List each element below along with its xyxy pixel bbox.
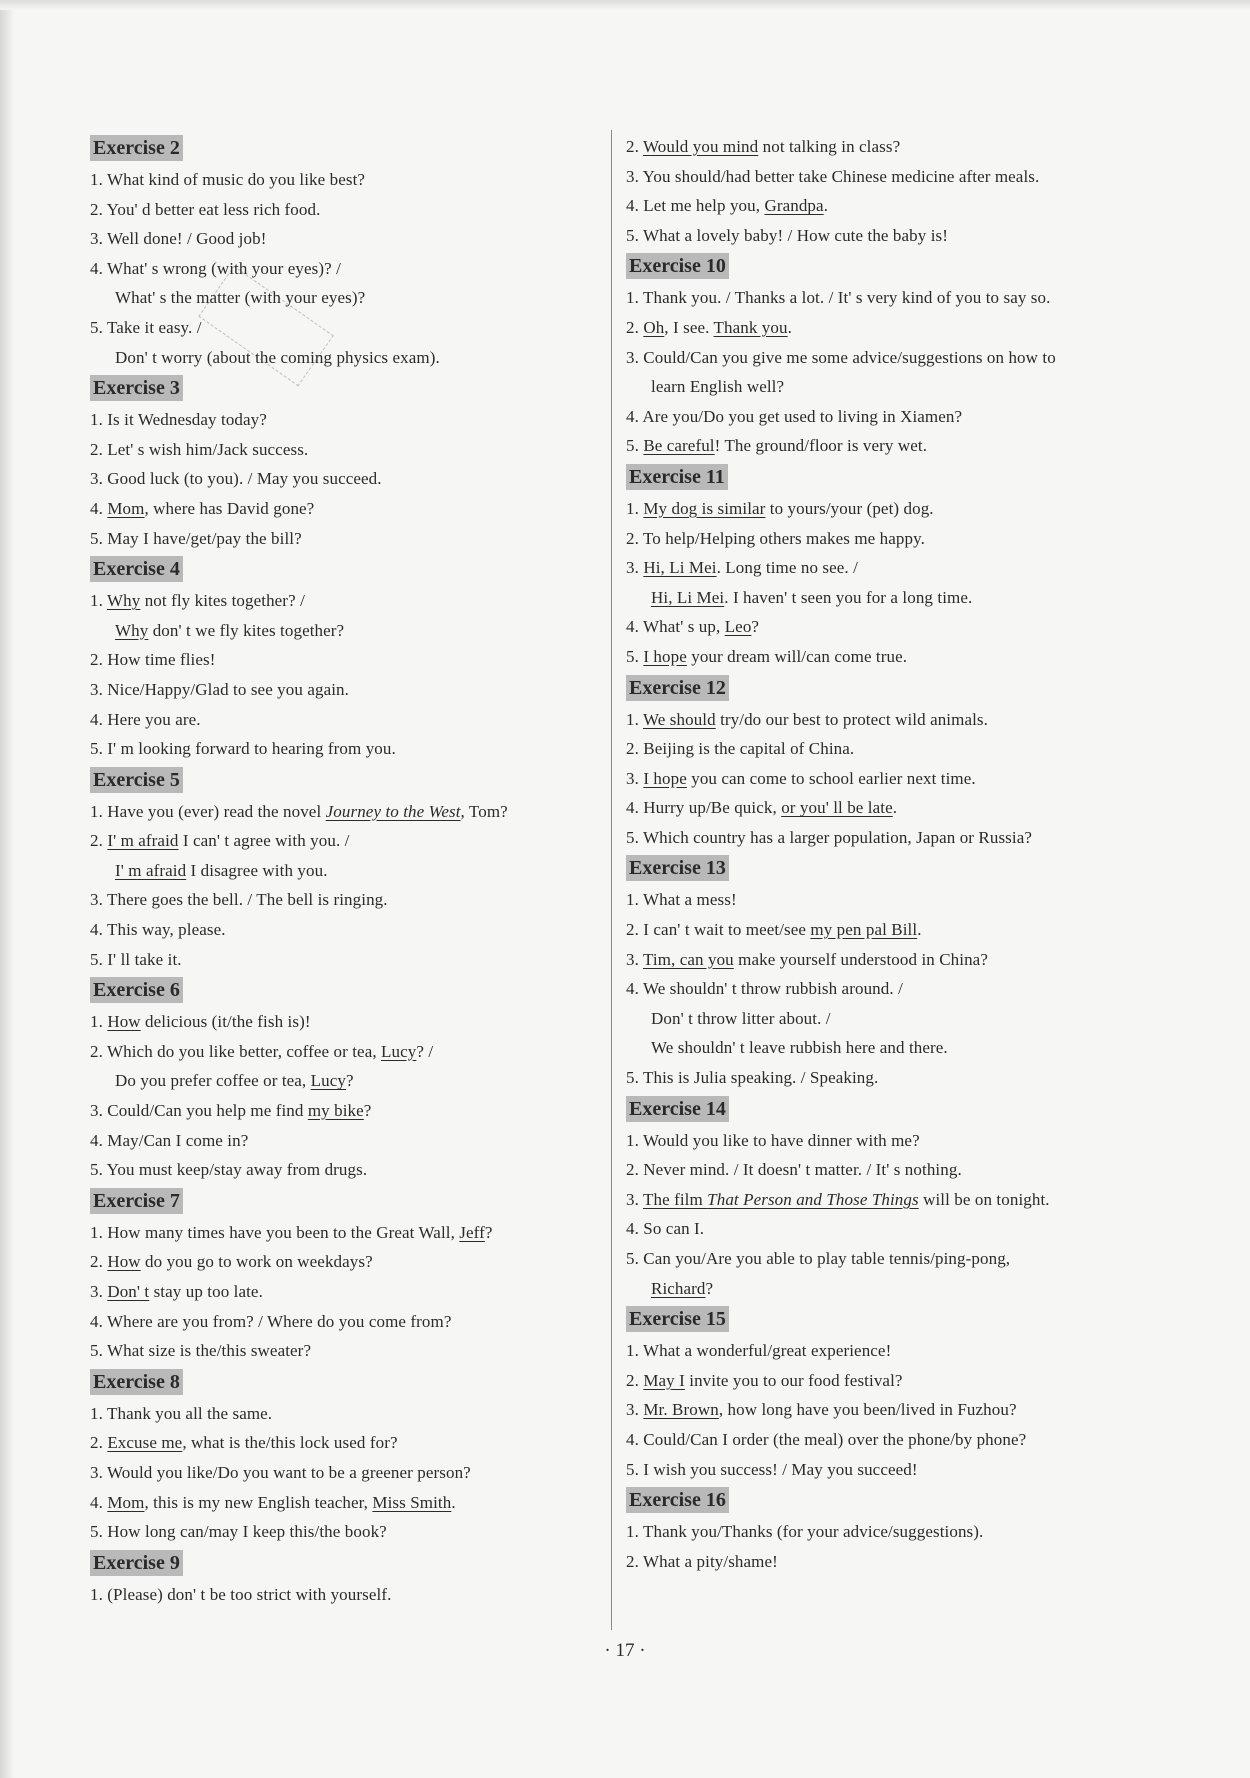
answer-line xyxy=(90,616,590,646)
answer-line xyxy=(90,224,590,254)
answer-line xyxy=(626,1547,1126,1577)
answer-line xyxy=(626,1185,1126,1215)
answer-text: 2. xyxy=(90,1252,108,1272)
answer-line xyxy=(90,1307,590,1337)
exercise-section xyxy=(626,1484,1126,1576)
answer-line xyxy=(626,1336,1126,1366)
answer-line xyxy=(90,1218,590,1248)
exercise-section xyxy=(90,132,590,372)
answer-line xyxy=(90,734,590,764)
answer-text: . I haven' t seen you for a long time. xyxy=(724,587,973,607)
answer-text: . xyxy=(892,798,898,818)
answer-text: will be on tonight. xyxy=(918,1189,1050,1209)
answer-text: I can' t agree with you. / xyxy=(178,831,350,851)
underlined-text: I' m afraid xyxy=(107,831,179,851)
answer-text: . Long time no see. / xyxy=(716,558,858,578)
underlined-text: Be careful xyxy=(643,436,715,456)
exercise-heading: Exercise 13 xyxy=(626,855,729,881)
answer-line xyxy=(626,221,1126,251)
answer-line xyxy=(626,494,1126,524)
answer-text: don' t we fly kites together? xyxy=(148,620,345,640)
answer-line xyxy=(626,524,1126,554)
underlined-text: my pen pal Bill xyxy=(810,920,918,940)
answer-text: 4. Where are you from? / Where do you come from? xyxy=(90,1311,452,1331)
answer-text: 1. What kind of music do you like best? xyxy=(90,170,366,189)
answer-text: ? xyxy=(345,1071,354,1091)
underlined-text: my bike xyxy=(307,1101,364,1121)
answer-text: 1. xyxy=(90,591,107,611)
answer-line xyxy=(626,1033,1126,1063)
answer-line xyxy=(90,945,590,975)
answer-text: 5. This is Julia speaking. / Speaking. xyxy=(626,1068,879,1088)
answer-line xyxy=(626,1214,1126,1244)
answer-line xyxy=(626,1004,1126,1034)
answer-line xyxy=(626,1366,1126,1396)
answer-text: do you go to work on weekdays? xyxy=(140,1252,373,1272)
answer-line xyxy=(626,191,1126,221)
answer-text: . xyxy=(787,317,792,337)
exercise-section xyxy=(90,553,590,764)
answer-line xyxy=(626,1425,1126,1455)
answer-line xyxy=(90,1336,590,1366)
answer-line xyxy=(626,885,1126,915)
answer-text: 5. I wish you success! / May you succeed! xyxy=(626,1459,918,1479)
answer-text: 2. xyxy=(626,317,644,337)
underlined-text: Leo xyxy=(724,617,752,637)
exercise-heading: Exercise 14 xyxy=(626,1096,729,1122)
exercise-heading: Exercise 4 xyxy=(90,556,183,582)
answer-text: 1. Thank you. / Thanks a lot. / It' s very kind of you to say so. xyxy=(626,288,1051,308)
answer-text: to yours/your (pet) dog. xyxy=(765,498,934,518)
answer-text: 1. How many times have you been to the Great Wall, xyxy=(90,1222,460,1242)
exercise-section xyxy=(90,1366,590,1547)
answer-text: 3. Could/Can you help me find xyxy=(90,1101,308,1121)
answer-line xyxy=(90,675,590,705)
answer-text: What' s the matter (with your eyes)? xyxy=(115,288,366,308)
answer-line xyxy=(90,524,590,554)
answer-text: 5. What size is the/this sweater? xyxy=(90,1341,312,1361)
answer-text: 4. xyxy=(90,498,108,518)
answer-line xyxy=(90,195,590,225)
answer-line xyxy=(626,1244,1126,1274)
answer-text: , where has David gone? xyxy=(144,498,315,518)
answer-text: , Tom? xyxy=(460,801,508,821)
answer-text: ? xyxy=(751,617,760,637)
answer-text: 3. Nice/Happy/Glad to see you again. xyxy=(90,679,349,699)
answer-line xyxy=(626,402,1126,432)
underlined-text: We should xyxy=(643,709,716,729)
answer-text: 3. Good luck (to you). / May you succeed. xyxy=(90,469,382,489)
answer-text: learn English well? xyxy=(651,377,785,397)
left-column xyxy=(90,132,590,1609)
answer-line xyxy=(626,974,1126,1004)
answer-line xyxy=(90,1277,590,1307)
answer-text: 4. May/Can I come in? xyxy=(90,1130,249,1150)
right-column xyxy=(626,132,1126,1576)
underlined-text: Hi, Li Mei xyxy=(651,587,725,607)
underlined-text: Mr. Brown xyxy=(643,1400,719,1420)
answer-text: 1. xyxy=(626,709,643,729)
answer-text: 2. What a pity/shame! xyxy=(626,1551,778,1571)
answer-line xyxy=(626,705,1126,735)
underlined-text: or you' ll be late xyxy=(781,798,893,818)
answer-text: 5. May I have/get/pay the bill? xyxy=(90,528,302,548)
underlined-text: Grandpa xyxy=(764,196,824,216)
underlined-text: Mom xyxy=(107,1492,145,1512)
answer-line xyxy=(90,645,590,675)
exercise-section xyxy=(626,461,1126,672)
answer-text: , how long have you been/lived in Fuzhou? xyxy=(718,1400,1017,1420)
answer-text: stay up too late. xyxy=(149,1282,263,1301)
exercise-heading: Exercise 7 xyxy=(90,1188,183,1214)
answer-text: 3. xyxy=(626,1189,643,1209)
answer-line xyxy=(90,586,590,616)
underlined-text: Don' t xyxy=(107,1282,150,1301)
answer-text: try/do our best to protect wild animals. xyxy=(715,709,988,729)
answer-text: 1. (Please) don' t be too strict with yourself. xyxy=(90,1584,392,1604)
answer-text: 5. Can you/Are you able to play table tennis/ping-pong, xyxy=(626,1249,1011,1268)
answer-text: 3. Could/Can you give me some advice/suggestions on how to xyxy=(626,347,1056,367)
answer-text: 2. You' d better eat less rich food. xyxy=(90,199,321,219)
answer-line xyxy=(90,1126,590,1156)
answer-line xyxy=(626,343,1126,373)
answer-text: Do you prefer coffee or tea, xyxy=(115,1071,311,1091)
answer-text: 3. xyxy=(626,558,644,578)
answer-text: you can come to school earlier next time. xyxy=(686,768,976,788)
answer-text: 4. What' s up, xyxy=(626,617,725,637)
answer-text: 2. xyxy=(90,1433,108,1453)
answer-text: 3. There goes the bell. / The bell is ringing. xyxy=(90,890,388,910)
answer-text: I disagree with you. xyxy=(186,860,328,880)
answer-line xyxy=(90,885,590,915)
answer-text: ! The ground/floor is very wet. xyxy=(714,436,928,456)
answer-line xyxy=(626,553,1126,583)
underlined-text: Mom xyxy=(107,498,145,518)
answer-text: 4. We shouldn' t throw rubbish around. / xyxy=(626,979,903,999)
underlined-text: Thank you xyxy=(713,317,788,337)
answer-line xyxy=(626,612,1126,642)
exercise-heading: Exercise 16 xyxy=(626,1487,729,1513)
answer-text: , this is my new English teacher, xyxy=(144,1492,373,1512)
answer-text: 1. What a mess! xyxy=(626,890,737,910)
underlined-text: Excuse me xyxy=(107,1433,183,1453)
answer-text: 3. Would you like/Do you want to be a greener person? xyxy=(90,1462,471,1482)
underlined-text: The film xyxy=(643,1189,708,1209)
answer-text: 2. I can' t wait to meet/see xyxy=(626,920,811,940)
answer-text: 4. Could/Can I order (the meal) over the phone/by phone? xyxy=(626,1429,1027,1449)
answer-line xyxy=(90,494,590,524)
exercise-heading: Exercise 15 xyxy=(626,1306,729,1332)
exercise-heading: Exercise 2 xyxy=(90,135,183,161)
answer-text: 1. xyxy=(626,498,644,518)
answer-text: 2. Let' s wish him/Jack success. xyxy=(90,439,309,459)
answer-line xyxy=(626,1395,1126,1425)
answer-text: 4. Here you are. xyxy=(90,709,201,729)
exercise-section xyxy=(626,250,1126,461)
underlined-text: Lucy xyxy=(310,1071,346,1091)
answer-text: Don' t throw litter about. / xyxy=(651,1008,831,1028)
answer-text: 3. Well done! / Good job! xyxy=(90,229,267,249)
underlined-text: Journey to the West xyxy=(325,801,461,821)
answer-text: We shouldn' t leave rubbish here and there. xyxy=(651,1038,948,1058)
answer-text: 4. This way, please. xyxy=(90,920,226,940)
underlined-text: Lucy xyxy=(381,1041,417,1061)
underlined-text: Miss Smith xyxy=(372,1492,452,1512)
answer-line xyxy=(90,1399,590,1429)
page-number: · 17 · xyxy=(604,1640,646,1661)
answer-line xyxy=(626,313,1126,343)
answer-text: not talking in class? xyxy=(758,137,901,156)
answer-line xyxy=(90,165,590,195)
answer-text: 1. Thank you/Thanks (for your advice/suggestions). xyxy=(626,1522,984,1542)
answer-line xyxy=(90,915,590,945)
underlined-text: That Person and Those Things xyxy=(707,1189,919,1209)
page-edge-top xyxy=(0,0,1250,10)
exercise-heading: Exercise 3 xyxy=(90,375,183,401)
answer-text: . xyxy=(917,920,922,940)
exercise-section xyxy=(90,764,590,975)
underlined-text: Jeff xyxy=(459,1222,485,1242)
answer-line xyxy=(626,764,1126,794)
answer-line xyxy=(626,734,1126,764)
answer-text: your dream will/can come true. xyxy=(686,646,908,666)
answer-text: delicious (it/the fish is)! xyxy=(140,1012,311,1032)
answer-line xyxy=(90,343,590,373)
answer-line xyxy=(90,1580,590,1610)
answer-text: make yourself understood in China? xyxy=(733,949,988,969)
answer-line xyxy=(90,435,590,465)
answer-text: 5. xyxy=(626,646,644,666)
answer-text: 5. I' ll take it. xyxy=(90,949,182,969)
answer-line xyxy=(626,915,1126,945)
answer-text: 4. Hurry up/Be quick, xyxy=(626,798,782,818)
answer-text: ? xyxy=(484,1222,493,1242)
underlined-text: Why xyxy=(107,591,141,611)
answer-text: 2. Beijing is the capital of China. xyxy=(626,739,855,759)
exercise-section xyxy=(626,852,1126,1092)
answer-line xyxy=(626,162,1126,192)
exercise-section xyxy=(626,132,1126,250)
exercise-section xyxy=(90,372,590,553)
answer-line xyxy=(626,372,1126,402)
answer-line xyxy=(90,1488,590,1518)
answer-text: ? / xyxy=(416,1041,434,1061)
answer-text: 1. Would you like to have dinner with me? xyxy=(626,1130,920,1150)
answer-line xyxy=(626,1126,1126,1156)
answer-text: 2. xyxy=(626,137,643,156)
answer-text: 3. xyxy=(626,949,643,969)
underlined-text: Hi, Li Mei xyxy=(643,558,717,578)
underlined-text: I' m afraid xyxy=(115,860,187,880)
underlined-text: Tim, can you xyxy=(643,949,734,969)
answer-text: , what is the/this lock used for? xyxy=(182,1433,398,1453)
exercise-section xyxy=(626,672,1126,853)
answer-line xyxy=(90,826,590,856)
answer-line xyxy=(626,132,1126,162)
underlined-text: I hope xyxy=(643,646,687,666)
answer-line xyxy=(90,1007,590,1037)
answer-text: 1. Is it Wednesday today? xyxy=(90,410,267,430)
answer-line xyxy=(626,431,1126,461)
answer-line xyxy=(626,1455,1126,1485)
answer-text: 2. Never mind. / It doesn' t matter. / It' s nothing. xyxy=(626,1160,962,1180)
answer-text: 5. Take it easy. / xyxy=(90,317,202,337)
underlined-text: Would you mind xyxy=(643,137,759,156)
answer-text: 1. Thank you all the same. xyxy=(90,1403,273,1423)
answer-text: invite you to our food festival? xyxy=(684,1370,903,1390)
answer-text: 4. What' s wrong (with your eyes)? / xyxy=(90,258,341,278)
answer-line xyxy=(626,1063,1126,1093)
answer-text: 2. xyxy=(626,1370,644,1390)
answer-line xyxy=(90,1155,590,1185)
underlined-text: Why xyxy=(115,620,149,640)
underlined-text: How xyxy=(107,1012,141,1032)
answer-line xyxy=(90,313,590,343)
answer-line xyxy=(90,405,590,435)
answer-text: 5. How long can/may I keep this/the book? xyxy=(90,1522,387,1542)
column-divider xyxy=(611,130,612,1630)
answer-line xyxy=(626,1517,1126,1547)
answer-text: 1. xyxy=(90,1012,108,1032)
answer-line xyxy=(90,464,590,494)
exercise-section xyxy=(90,974,590,1185)
answer-text: . xyxy=(823,196,829,216)
answer-line xyxy=(90,1428,590,1458)
underlined-text: Richard xyxy=(651,1278,706,1298)
answer-line xyxy=(90,1037,590,1067)
answer-text: 3. xyxy=(90,1282,108,1301)
answer-text: 5. xyxy=(626,436,644,456)
answer-line xyxy=(90,254,590,284)
answer-text: ? xyxy=(363,1101,372,1121)
answer-text: 4. So can I. xyxy=(626,1219,705,1239)
exercise-section xyxy=(90,1547,590,1610)
answer-text: not fly kites together? / xyxy=(140,591,305,611)
answer-text: 2. How time flies! xyxy=(90,650,216,670)
underlined-text: I hope xyxy=(643,768,687,788)
answer-line xyxy=(626,793,1126,823)
exercise-heading: Exercise 11 xyxy=(626,464,728,490)
answer-line xyxy=(90,1517,590,1547)
exercise-heading: Exercise 9 xyxy=(90,1550,183,1576)
answer-text: 4. xyxy=(90,1492,108,1512)
answer-line xyxy=(90,797,590,827)
answer-text: 4. Let me help you, xyxy=(626,196,765,216)
answer-text: 2. Which do you like better, coffee or tea, xyxy=(90,1041,382,1061)
exercise-section xyxy=(90,1185,590,1366)
answer-text: , I see. xyxy=(664,317,714,337)
answer-line xyxy=(626,945,1126,975)
answer-text: Don' t worry (about the coming physics exam). xyxy=(115,347,440,367)
answer-line xyxy=(90,1066,590,1096)
answer-line xyxy=(626,823,1126,853)
answer-line xyxy=(90,856,590,886)
answer-text: 2. xyxy=(90,831,108,851)
exercise-section xyxy=(626,1093,1126,1304)
answer-line xyxy=(626,1274,1126,1304)
exercise-heading: Exercise 5 xyxy=(90,767,183,793)
answer-text: 5. What a lovely baby! / How cute the baby is! xyxy=(626,225,949,245)
answer-text: 5. I' m looking forward to hearing from you. xyxy=(90,739,396,759)
answer-text: 5. You must keep/stay away from drugs. xyxy=(90,1160,368,1180)
answer-line xyxy=(90,1247,590,1277)
answer-line xyxy=(90,283,590,313)
answer-text: . xyxy=(451,1492,456,1512)
answer-line xyxy=(626,1155,1126,1185)
answer-line xyxy=(90,705,590,735)
answer-text: ? xyxy=(705,1278,714,1298)
answer-line xyxy=(626,642,1126,672)
answer-text: 3. xyxy=(626,768,644,788)
exercise-heading: Exercise 10 xyxy=(626,253,729,279)
answer-text: 3. xyxy=(626,1400,644,1420)
page-edge-left xyxy=(0,0,14,1778)
answer-text: 1. What a wonderful/great experience! xyxy=(626,1341,892,1361)
exercise-heading: Exercise 6 xyxy=(90,977,183,1003)
exercise-heading: Exercise 8 xyxy=(90,1369,183,1395)
answer-line xyxy=(626,583,1126,613)
answer-text: 4. Are you/Do you get used to living in Xiamen? xyxy=(626,406,963,426)
answer-text: 1. Have you (ever) read the novel xyxy=(90,801,326,821)
answer-text: 3. You should/had better take Chinese medicine after meals. xyxy=(626,166,1040,186)
answer-text: 2. To help/Helping others makes me happy. xyxy=(626,528,925,548)
answer-text: 5. Which country has a larger population, Japan or Russia? xyxy=(626,827,1032,847)
answer-line xyxy=(90,1458,590,1488)
answer-line xyxy=(626,283,1126,313)
exercise-heading: Exercise 12 xyxy=(626,675,729,701)
exercise-section xyxy=(626,1303,1126,1484)
underlined-text: How xyxy=(107,1252,141,1272)
underlined-text: May I xyxy=(643,1370,685,1390)
underlined-text: Oh xyxy=(643,317,665,337)
underlined-text: My dog is similar xyxy=(643,498,766,518)
answer-line xyxy=(90,1096,590,1126)
